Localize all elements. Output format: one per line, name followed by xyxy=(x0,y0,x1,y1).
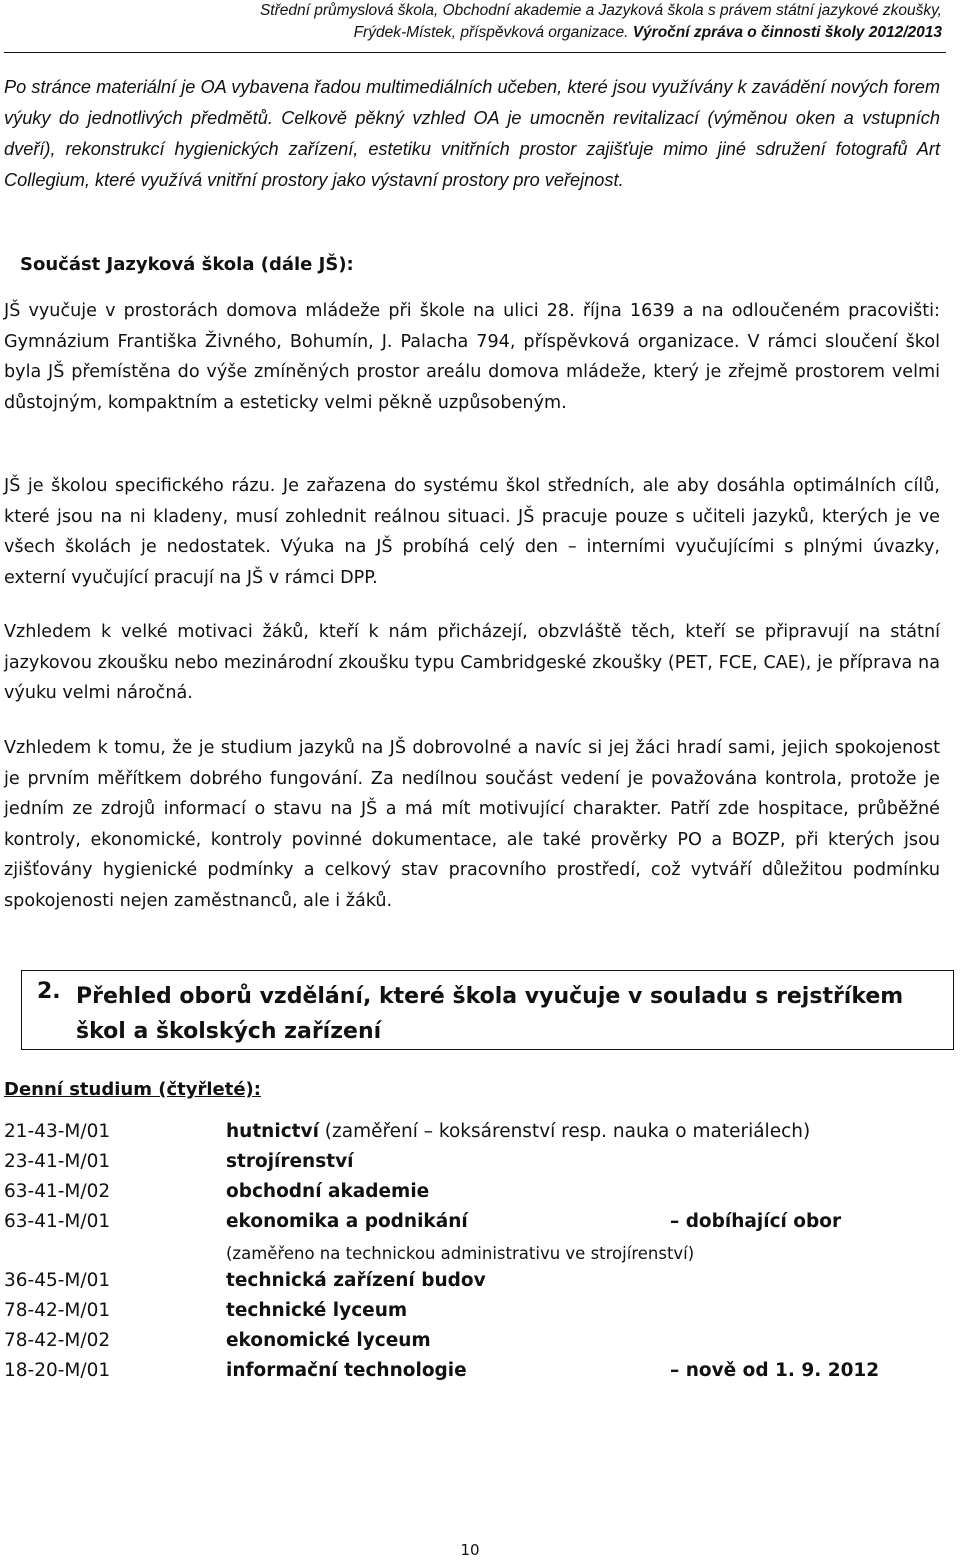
program-name: ekonomika a podnikání xyxy=(226,1211,468,1232)
program-code: 23-41-M/01 xyxy=(4,1151,111,1172)
program-row xyxy=(4,1121,944,1151)
page-header xyxy=(260,0,942,44)
daily-study-heading: Denní studium (čtyřleté): xyxy=(4,1079,261,1100)
intro-paragraph: Po stránce materiální je OA vybavena řadou multimediálních učeben, které jsou využívány k zavádění nových forem výuky do jednotlivých předmětů. Celkově pěkný vzhled OA je umocněn revitalizací (výměnou oken a vstupních dveří), rekonstrukcí hygienických zařízení, estetiku vnitřních prostor zajišťuje mimo jiné sdružení fotografů Art Collegium, které využívá vnitřní prostory jako výstavní prostory pro veřejnost. xyxy=(4,77,940,190)
program-detail: (zaměření – koksárenství resp. nauka o materiálech) xyxy=(318,1121,811,1142)
program-row xyxy=(4,1300,944,1330)
program-name-wrap xyxy=(226,1330,431,1351)
program-row xyxy=(4,1151,944,1181)
section-heading-box xyxy=(21,970,954,1050)
program-row xyxy=(4,1181,944,1211)
program-code: 63-41-M/02 xyxy=(4,1181,111,1202)
section-number: 2. xyxy=(37,979,61,1004)
program-name-wrap xyxy=(226,1121,810,1142)
js-paragraph-motivation: Vzhledem k velké motivaci žáků, kteří k nám přicházejí, obzvláště těch, kteří se připravují na státní jazykovou zkoušku nebo mezinárodní zkoušku typu Cambridgeské zkoušky (PET, FCE, CAE), je příprava na výuku velmi náročná. xyxy=(4,622,940,703)
header-line-1: Střední průmyslová škola, Obchodní akademie a Jazyková škola s právem státní jazykové zkoušky, xyxy=(259,2,942,19)
program-name-wrap xyxy=(226,1270,486,1291)
program-name: technická zařízení budov xyxy=(226,1270,486,1291)
program-name-wrap xyxy=(226,1151,353,1172)
program-note: – nově od 1. 9. 2012 xyxy=(670,1360,880,1381)
program-row xyxy=(4,1330,944,1360)
program-code: 36-45-M/01 xyxy=(4,1270,111,1291)
program-code: 18-20-M/01 xyxy=(4,1360,111,1381)
program-name-wrap xyxy=(226,1211,468,1232)
section-title: Přehled oborů vzdělání, které škola vyučuje v souladu s rejstříkem škol a školských zařízení xyxy=(76,984,904,1044)
program-row xyxy=(4,1270,944,1300)
language-school-heading: Součást Jazyková škola (dále JŠ): xyxy=(20,254,354,275)
program-name-wrap xyxy=(226,1181,429,1202)
js-paragraph-control: Vzhledem k tomu, že je studium jazyků na JŠ dobrovolné a navíc si jej žáci hradí sami, jejich spokojenost je prvním měřítkem dobrého fungování. Za nedílnou součást vedení je považována kontrola, protože je jedním ze zdrojů informací o stavu na JŠ a má mít motivující charakter. Patří zde hospitace, průběžné kontroly, ekonomické, kontroly povinné dokumentace, ale také prověrky PO a BOZP, při kterých jsou zjišťovány hygienické podmínky a celkový stav pracovního prostředí, což vytváří důležitou podmínku spokojenosti nejen zaměstnanců, ale i žáků. xyxy=(4,738,940,911)
program-code: 63-41-M/01 xyxy=(4,1211,111,1232)
program-name: obchodní akademie xyxy=(226,1181,430,1202)
program-subnote: (zaměřeno na technickou administrativu ve strojírenství) xyxy=(226,1244,695,1263)
program-code: 78-42-M/02 xyxy=(4,1330,111,1351)
program-name: informační technologie xyxy=(226,1360,467,1381)
header-school-type: Frýdek-Místek, příspěvková organizace. xyxy=(353,24,629,41)
page-number: 10 xyxy=(460,1541,480,1559)
program-name: hutnictví xyxy=(226,1121,319,1142)
header-line-2 xyxy=(260,22,942,44)
program-name: ekonomické lyceum xyxy=(226,1330,431,1351)
program-name-wrap xyxy=(226,1300,407,1321)
header-report-title: Výroční zpráva o činnosti školy 2012/2013 xyxy=(632,24,942,41)
program-name-wrap xyxy=(226,1360,467,1381)
program-code: 78-42-M/01 xyxy=(4,1300,111,1321)
program-row xyxy=(4,1211,944,1241)
program-name: strojírenství xyxy=(226,1151,354,1172)
program-name: technické lyceum xyxy=(226,1300,408,1321)
program-note: – dobíhající obor xyxy=(670,1211,842,1232)
header-divider xyxy=(4,52,946,53)
js-paragraph-character: JŠ je školou specifického rázu. Je zařazena do systému škol středních, ale aby dosáhla optimálních cílů, které jsou na ni kladeny, musí zohlednit reálnou situaci. JŠ pracuje pouze s učiteli jazyků, kterých je ve všech školách je nedostatek. Výuka na JŠ probíhá celý den – interními vyučujícími s plnými úvazky, externí vyučující pracují na JŠ v rámci DPP. xyxy=(4,476,940,588)
program-row xyxy=(4,1360,944,1390)
program-code: 21-43-M/01 xyxy=(4,1121,111,1142)
js-paragraph-location: JŠ vyučuje v prostorách domova mládeže při škole na ulici 28. října 1639 a na odloučeném pracovišti: Gymnázium Františka Živného, Bohumín, J. Palacha 794, příspěvková organizace. V rámci sloučení škol byla JŠ přemístěna do výše zmíněných prostor areálu domova mládeže, který je zřejmě prostorem velmi důstojným, kompaktním a esteticky velmi pěkně uzpůsobeným. xyxy=(4,301,940,413)
